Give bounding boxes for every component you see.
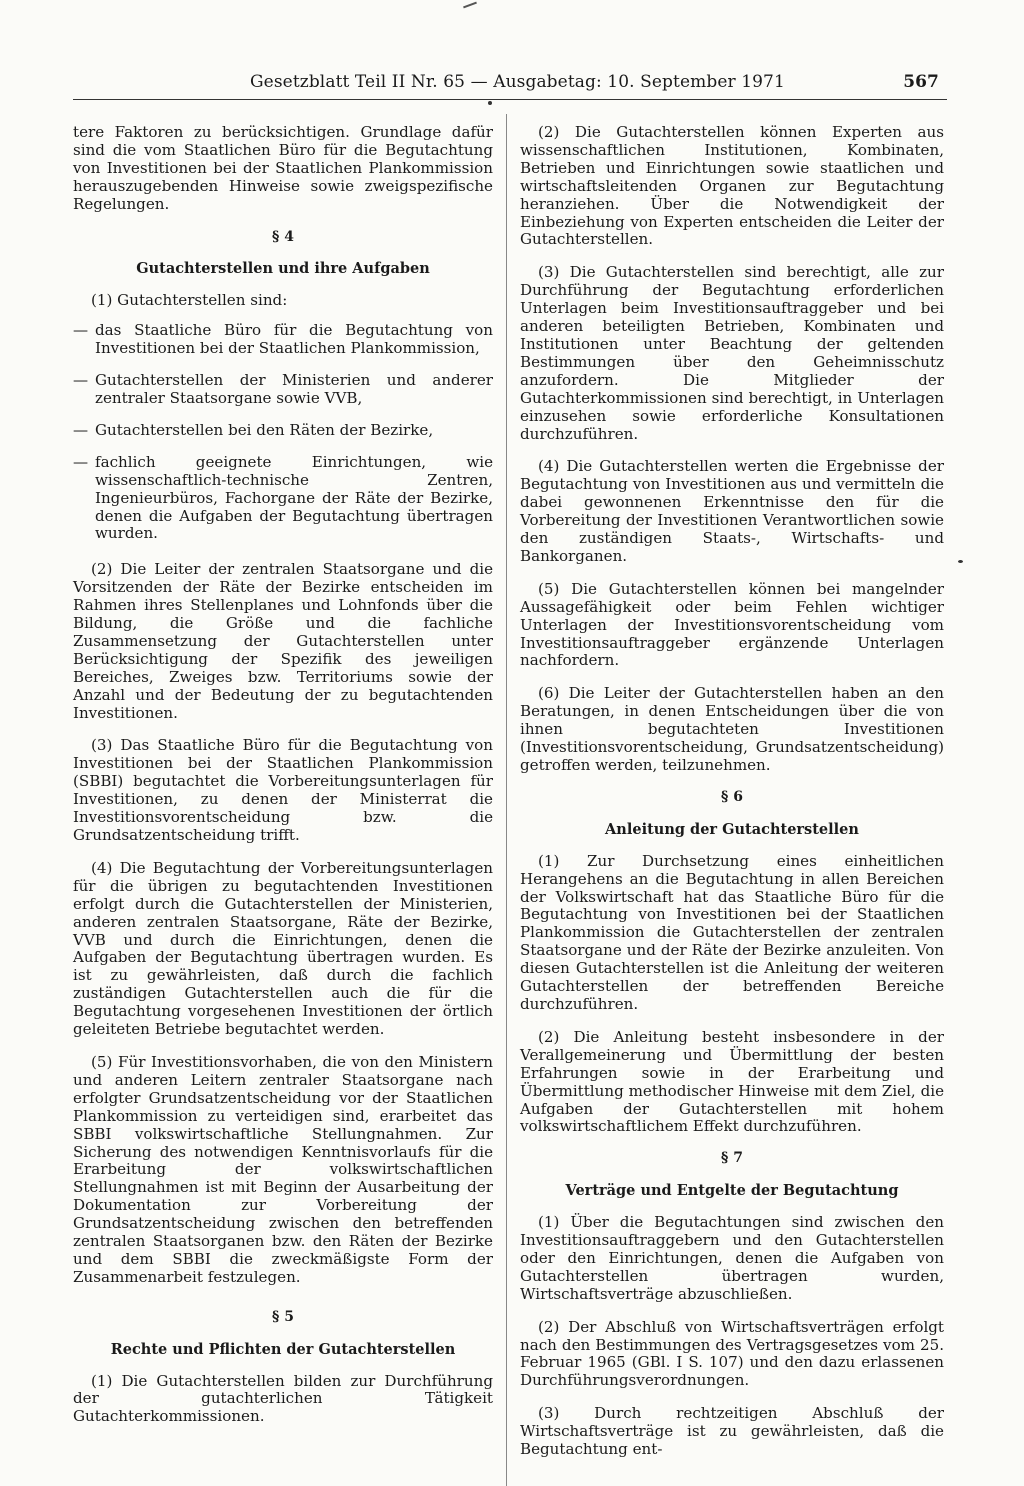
s5-paragraph-6: (6) Die Leiter der Gutachterstellen haben an den Beratungen, in denen Entscheidungen über die von ihnen begutachteten Investitionen (Investitionsvorentscheidung, Grundsatzentscheidung) getroffen werden, teilzunehmen. [520, 684, 944, 774]
s5-paragraph-5: (5) Die Gutachterstellen können bei mangelnder Aussagefähigkeit oder beim Fehlen wichtiger Unterlagen der Investitionsvorentscheidung vom Investitionsauftraggeber ergänzende Unterlagen nachfordern. [520, 579, 944, 670]
s4-paragraph-3: (3) Das Staatliche Büro für die Begutachtung von Investitionen bei der Staatlichen Plankommission (SBBI) begutachtet die Vorbereitungsunterlagen für Investitionen, zu denen der Ministerrat die Investitionsvorentscheidung bzw. die Grundsatzentscheidung trifft. [73, 736, 493, 844]
s5-paragraph-2: (2) Die Gutachterstellen können Experten aus wissenschaftlichen Institutionen, Kombinaten, Betrieben und Einrichtungen sowie staatlichen und wirtschaftsleitenden Organen zur Begutachtung heranziehen. Über die Notwendigkeit der Einbeziehung von Experten entscheiden die Leiter der Gutachterstellen. [520, 123, 944, 249]
s6-paragraph-1: (1) Zur Durchsetzung eines einheitlichen Herangehens an die Begutachtung in allen Bereichen der Volkswirtschaft hat das Staatliche Büro für die Begutachtung von Investitionen bei der Staatlichen Plankommission die Gutachterstellen der zentralen Staatsorgane und der Räte der Bezirke anzuleiten. Von diesen Gutachterstellen ist die Anleitung der weiteren Gutachterstellen der betreffenden Bereiche durchzuführen. [520, 851, 944, 1013]
scan-speck [958, 560, 963, 563]
s4-paragraph-4: (4) Die Begutachtung der Vorbereitungsunterlagen für die übrigen zu begutachtenden Investitionen erfolgt durch die Gutachterstellen der Ministerien, anderen zentralen Staatsorgane, Räte der Bezirke, VVB und durch die Einrichtungen, denen die Aufgaben der Begutachtung übertragen wurden. Es ist zu gewährleisten, daß durch die fachlich zuständigen Gutachterstellen auch die für die Begutachtung vorgesehenen Investitionen der örtlich geleiteten Betriebe begutachtet werden. [73, 858, 493, 1039]
page-header [250, 72, 950, 100]
s5-paragraph-3: (3) Die Gutachterstellen sind berechtigt, alle zur Durchführung der Begutachtung erforderlichen Unterlagen beim Investitionsauftraggeber und bei anderen beteiligten Betrieben, Kombinaten und Institutionen unter Beachtung der geltenden Bestimmungen über den Geheimnisschutz anzufordern. Die Mitglieder der Gutachterkommissionen sind berechtigt, in Unterlagen einzusehen sowie erforderliche Konsultationen durchzuführen. [520, 263, 944, 443]
section-7-mark: § 7 [721, 1150, 743, 1167]
dash-marker: — [73, 321, 89, 340]
dash-marker: — [73, 371, 89, 390]
list-item-text: Gutachterstellen bei den Räten der Bezirke, [95, 420, 434, 439]
dash-marker: — [73, 452, 89, 471]
section-6-mark: § 6 [721, 788, 743, 805]
right-column [520, 124, 944, 1474]
paragraph-continuation: tere Faktoren zu berücksichtigen. Grundlage dafür sind die vom Staatlichen Büro für die Begutachtung von Investitionen bei der Staatlichen Plankommission herauszugebenden Hinweise sowie zweigspezifische Regelungen. [73, 123, 493, 213]
list-item [73, 422, 493, 440]
s4-paragraph-5: (5) Für Investitionsvorhaben, die von den Ministern und anderen Leitern zentraler Staatsorgane nach erfolgter Grundsatzentscheidung vor der Staatlichen Plankommission zu verteidigen sind, erarbeitet das SBBI volkswirtschaftliche Stellungnahmen. Zur Sicherung des notwendigen Kenntnisvorlaufs für die Erarbeitung der volkswirtschaftlichen Stellungnahmen ist mit Beginn der Ausarbeitung der Dokumentation zur Vorbereitung der Grundsatzentscheidung zwischen den betreffenden zentralen Staatsorganen bzw. den Räten der Bezirke und dem SBBI die zweckmäßigste Form der Zusammenarbeit festzulegen. [73, 1052, 493, 1286]
s7-paragraph-2: (2) Der Abschluß von Wirtschaftsverträgen erfolgt nach den Bestimmungen des Vertragsgesetzes vom 25. Februar 1965 (GBl. I S. 107) und den dazu erlassenen Durchführungsverordnungen. [520, 1317, 944, 1390]
s7-paragraph-3: (3) Durch rechtzeitigen Abschluß der Wirtschaftsverträge ist zu gewährleisten, daß die Begutachtung ent- [520, 1404, 944, 1459]
s4-paragraph-2: (2) Die Leiter der zentralen Staatsorgane und die Vorsitzenden der Räte der Bezirke entscheiden im Rahmen ihres Stellenplanes und Lohnfonds über die Bildung, die Größe und die fachliche Zusammensetzung der Gutachterstellen unter Berücksichtigung der Spezifik des jeweiligen Bereiches, Zweiges bzw. Territoriums sowie der Anzahl und der Bedeutung der zu begutachtenden Investitionen. [73, 560, 493, 722]
section-6-heading: Anleitung der Gutachterstellen [605, 820, 859, 838]
section-4-mark: § 4 [272, 228, 294, 245]
header-title: Gesetzblatt Teil II Nr. 65 — Ausgabetag: 10. September 1971 [250, 72, 785, 92]
s7-paragraph-1: (1) Über die Begutachtungen sind zwischen den Investitionsauftraggebern und den Gutachterstellen oder den Einrichtungen, denen die Aufgaben von Gutachterstellen übertragen wurden, Wirtschaftsverträge abzuschließen. [520, 1213, 944, 1303]
s5-paragraph-1: (1) Die Gutachterstellen bilden zur Durchführung der gutachterlichen Tätigkeit Gutachterkommissionen. [73, 1371, 493, 1426]
s6-paragraph-2: (2) Die Anleitung besteht insbesondere in der Verallgemeinerung und Übermittlung der besten Erfahrungen sowie in der Erarbeitung und Übermittlung methodischer Hinweise mit dem Ziel, die Aufgaben der Gutachterstellen mit hohem volkswirtschaftlichem Effekt durchzuführen. [520, 1027, 944, 1136]
list-item-text: Gutachterstellen der Ministerien und anderer zentraler Staatsorgane sowie VVB, [95, 371, 493, 407]
scan-speck [488, 101, 492, 105]
section-7-heading: Verträge und Entgelte der Begutachtung [565, 1182, 899, 1200]
section-5-heading: Rechte und Pflichten der Gutachterstellen [110, 1340, 456, 1358]
page-number: 567 [903, 72, 939, 92]
section-4-heading: Gutachterstellen und ihre Aufgaben [136, 260, 430, 278]
s5-paragraph-4: (4) Die Gutachterstellen werten die Ergebnisse der Begutachtung von Investitionen aus und vermitteln die dabei gewonnenen Erkenntnisse den für die Vorbereitung der Investitionen Verantwortlichen sowie den zuständigen Staats-, Wirtschafts- und Bankorganen. [520, 457, 944, 565]
scan-speck [463, 2, 477, 9]
list-item-text: das Staatliche Büro für die Begutachtung von Investitionen bei der Staatlichen Plankommission, [95, 321, 493, 358]
section-5-mark: § 5 [272, 1308, 294, 1325]
s4-p1-lead: (1) Gutachterstellen sind: [91, 291, 288, 310]
left-column [73, 124, 493, 1441]
list-item [73, 454, 493, 544]
header-rule [73, 99, 947, 100]
list-item-text: fachlich geeignete Einrichtungen, wie wissenschaftlich-technische Zentren, Ingenieurbüros, Fachorgane der Räte der Bezirke, denen die Aufgaben der Begutachtung übertragen wurden. [95, 452, 493, 543]
list-item [73, 322, 493, 358]
list-item [73, 372, 493, 408]
dash-marker: — [73, 420, 89, 439]
